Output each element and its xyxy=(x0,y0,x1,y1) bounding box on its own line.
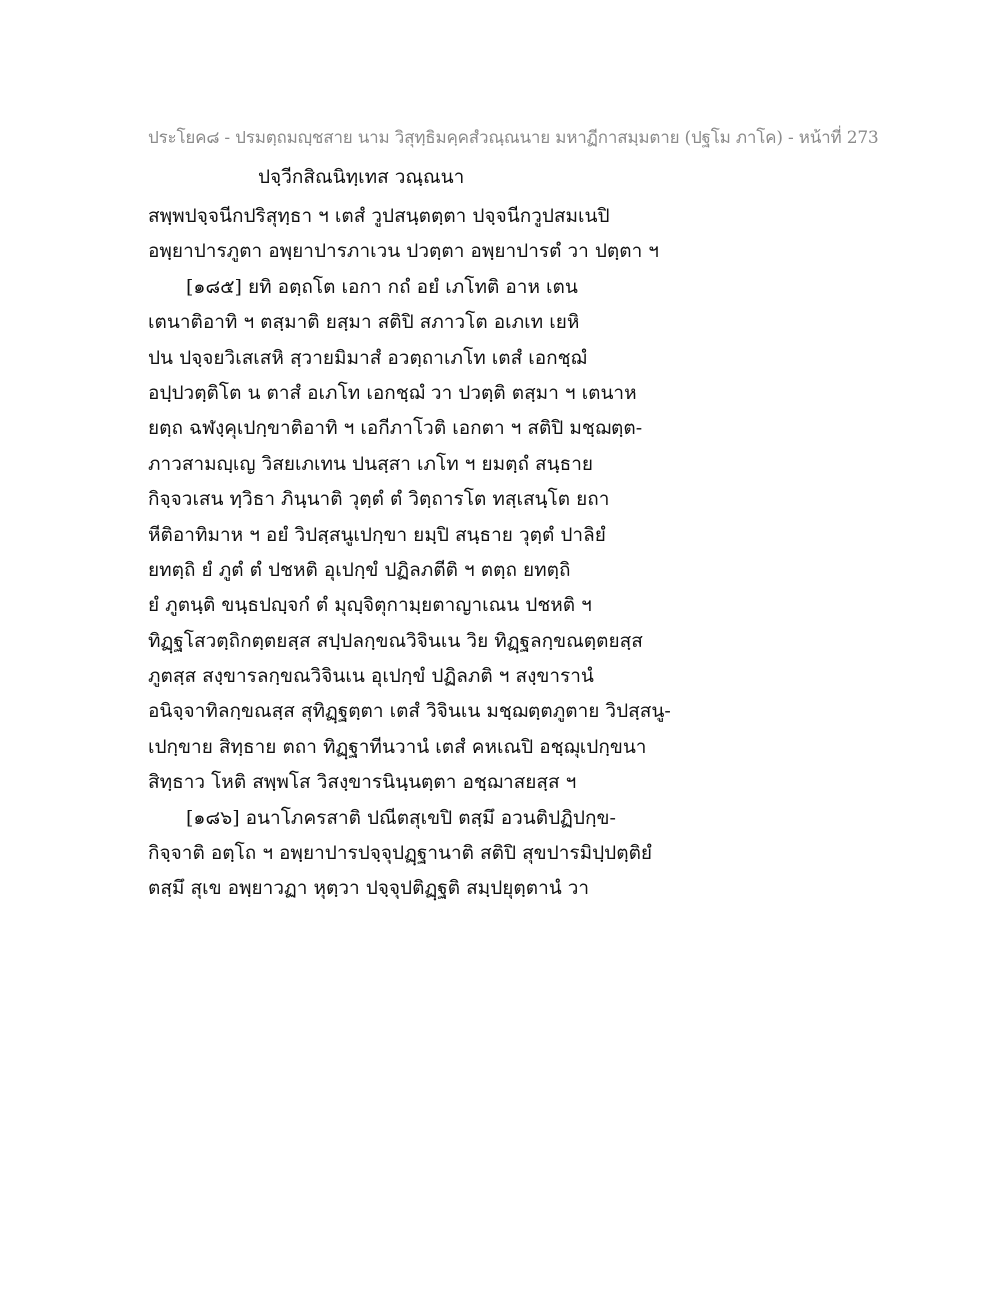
text-line-9: กิจฺจวเสน ทฺวิธา ภินฺนาติ วุตฺตํ ตํ วิตฺถารโต ทสฺเสนฺโต ยถา xyxy=(148,488,610,511)
text-line-17: สิทฺธาว โหติ สพฺพโส วิสงฺขารนินฺนตฺตา อชฺฌาสยสฺส ฯ xyxy=(148,771,577,794)
text-line-20: ตสฺมึ สุเข อพฺยาวฏา หุตฺวา ปจฺจุปติฏฺฐติ สมฺปยุตฺตานํ วา xyxy=(148,877,590,900)
text-line-13: ทิฏฺฐโสวตฺถิกตฺตยสฺส สปฺปลกฺขณวิจินเน วิย ทิฏฺฐลกฺขณตฺตยสฺส xyxy=(148,629,643,652)
text-line-1: สพฺพปจฺจนีกปริสุทฺธา ฯ เตสํ วูปสนฺตตฺตา ปจฺจนีกวูปสมเนปิ xyxy=(148,205,610,227)
text-line-12: ยํ ภูตนฺติ ขนฺธปญฺจกํ ตํ มุญฺจิตุกามฺยตาญาเณน ปชหติ ฯ xyxy=(148,594,592,617)
text-line-6: อปฺปวตฺติโต น ตาสํ อเภโท เอกชฺฌํ วา ปวตฺติ ตสฺมา ฯ เตนาห xyxy=(148,381,637,404)
text-line-5: ปน ปจฺจยวิเสเสหิ สฺวายมิมาสํ อวตฺถาเภโท เตสํ เอกชฺฌํ xyxy=(148,346,587,369)
body-text xyxy=(148,199,708,907)
text-line-19: กิจฺจาติ อตฺโถ ฯ อพฺยาปารปจฺจุปฏฺฐานาติ สติปิ สุขปารมิปฺปตฺติยํ xyxy=(148,842,653,865)
text-line-10: หีติอาทิมาห ฯ อยํ วิปสฺสนูเปกฺขา ยมฺปิ สนฺธาย วุตฺตํ ปาลิยํ xyxy=(148,523,606,546)
text-line-2: อพฺยาปารภูตา อพฺยาปารภาเวน ปวตฺตา อพฺยาปารตํ วา ปตฺตา ฯ xyxy=(148,240,659,263)
text-line-14: ภูตสฺส สงฺขารลกฺขณวิจินเน อุเปกฺขํ ปฏิลภติ ฯ สงฺขารานํ xyxy=(148,665,594,688)
text-line-15: อนิจฺจาทิลกฺขณสฺส สุทิฏฺฐตฺตา เตสํ วิจินเน มชฺฌตฺตภูตาย วิปสฺสนู- xyxy=(148,700,671,723)
text-line-16: เปกฺขาย สิทฺธาย ตถา ทิฏฺฐาทีนวานํ เตสํ คหเณปิ อชฺฌุเปกฺขนา xyxy=(148,735,647,758)
text-line-18: [๑๘๖] อนาโภครสาติ ปณีตสุเขปิ ตสฺมึ อวนติปฏิปกฺข- xyxy=(186,806,616,829)
section-title: ปจฺวีกสิณนิทฺเทส วณฺณนา xyxy=(258,166,465,188)
text-line-8: ภาวสามญฺเญ วิสยเภเทน ปนสฺสา เภโท ฯ ยมตฺถํ สนฺธาย xyxy=(148,452,593,475)
text-line-7: ยตฺถ ฉฬงฺคุเปกฺขาติอาทิ ฯ เอกีภาโวติ เอกตา ฯ สติปิ มชฺฌตฺต- xyxy=(148,417,643,440)
text-line-4: เตนาติอาทิ ฯ ตสฺมาติ ยสฺมา สติปิ สภาวโต อเภเท เยหิ xyxy=(148,311,580,334)
running-header: ประโยค๘ - ปรมตฺถมญฺชสาย นาม วิสุทฺธิมคฺคสํวณฺณนาย มหาฏีกาสมฺมตาย (ปฐโม ภาโค) - หน้าที่ 273 xyxy=(148,128,879,148)
text-line-3: [๑๘๕] ยทิ อตฺถโต เอกา กถํ อยํ เภโทติ อาห เตน xyxy=(186,275,578,298)
text-line-11: ยทตฺถิ ยํ ภูตํ ตํ ปชหติ อุเปกฺขํ ปฏิลภตีติ ฯ ตตฺถ ยทตฺถิ xyxy=(148,558,571,581)
